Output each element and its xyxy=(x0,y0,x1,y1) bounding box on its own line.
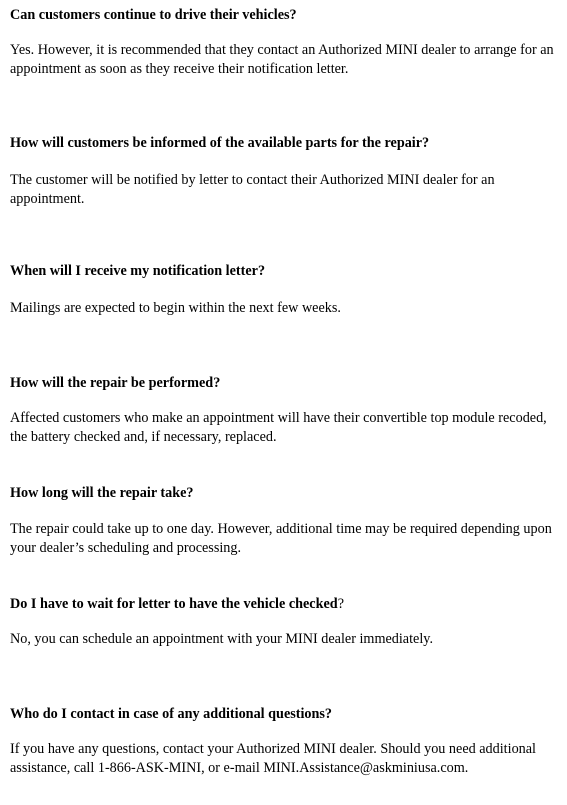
faq-answer-5: The repair could take up to one day. However, additional time may be required depending upon your dealer’s scheduling and processing. xyxy=(10,521,552,556)
faq-answer-3: Mailings are expected to begin within the next few weeks. xyxy=(10,300,341,316)
faq-answer-4: Affected customers who make an appointment will have their convertible top module recoded, the battery checked and, if necessary, replaced. xyxy=(10,410,547,445)
faq-question-7: Who do I contact in case of any additional questions? xyxy=(10,706,333,722)
faq-answer-6: No, you can schedule an appointment with your MINI dealer immediately. xyxy=(10,631,434,647)
faq-answer-1: Yes. However, it is recommended that they contact an Authorized MINI dealer to arrange for an appointment as soon as they receive their notification letter. xyxy=(10,42,554,77)
faq-question-1: Can customers continue to drive their vehicles? xyxy=(10,7,297,23)
faq-question-6-text: Do I have to wait for letter to have the vehicle checked xyxy=(10,596,338,612)
faq-question-5: How long will the repair take? xyxy=(10,485,194,501)
faq-question-6 xyxy=(10,595,344,613)
faq-question-2: How will customers be informed of the available parts for the repair? xyxy=(10,135,430,151)
faq-question-4: How will the repair be performed? xyxy=(10,375,221,391)
faq-answer-2: The customer will be notified by letter to contact their Authorized MINI dealer for an appointment. xyxy=(10,172,495,207)
faq-question-3: When will I receive my notification letter? xyxy=(10,263,266,279)
faq-question-6-mark: ? xyxy=(337,596,344,612)
faq-answer-7: If you have any questions, contact your Authorized MINI dealer. Should you need additional assistance, call 1-866-ASK-MINI, or e-mail MINI.Assistance@askminiusa.com. xyxy=(10,741,536,776)
